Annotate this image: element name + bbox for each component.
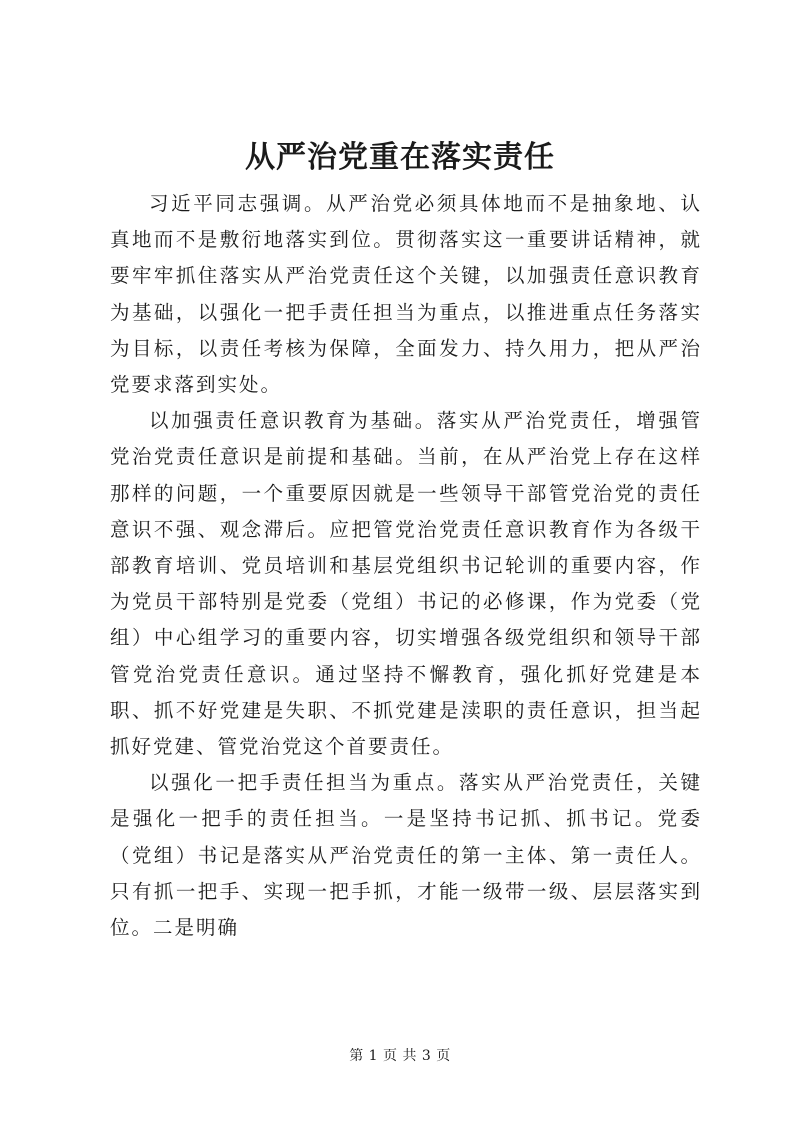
page-footer: 第 1 页 共 3 页 [349,1048,451,1064]
paragraph-1: 习近平同志强调。从严治党必须具体地而不是抽象地、认真地而不是敷衍地落实到位。贯彻落实这一重要讲话精神，就要牢牢抓住落实从严治党责任这个关键，以加强责任意识教育为基础，以强化一把手责任担当为重点，以推进重点任务落实为目标，以责任考核为保障，全面发力、持久用力，把从严治党要求落到实处。 [110,192,702,397]
paragraph-2: 以加强责任意识教育为基础。落实从严治党责任，增强管党治党责任意识是前提和基础。当前，在从严治党上存在这样那样的问题，一个重要原因就是一些领导干部管党治党的责任意识不强、观念滞后。应把管党治党责任意识教育作为各级干部教育培训、党员培训和基层党组织书记轮训的重要内容，作为党员干部特别是党委（党组）书记的必修课，作为党委（党组）中心组学习的重要内容，切实增强各级党组织和领导干部管党治党责任意识。通过坚持不懈教育，强化抓好党建是本职、抓不好党建是失职、不抓党建是渎职的责任意识，担当起抓好党建、管党治党这个首要责任。 [110,409,702,759]
document-title: 从严治党重在落实责任 [245,140,555,175]
paragraph-3: 以强化一把手责任担当为重点。落实从严治党责任，关键是强化一把手的责任担当。一是坚持书记抓、抓书记。党委（党组）书记是落实从严治党责任的第一主体、第一责任人。只有抓一把手、实现一把手抓，才能一级带一级、层层落实到位。二是明确 [110,771,702,940]
document-body [110,186,702,946]
